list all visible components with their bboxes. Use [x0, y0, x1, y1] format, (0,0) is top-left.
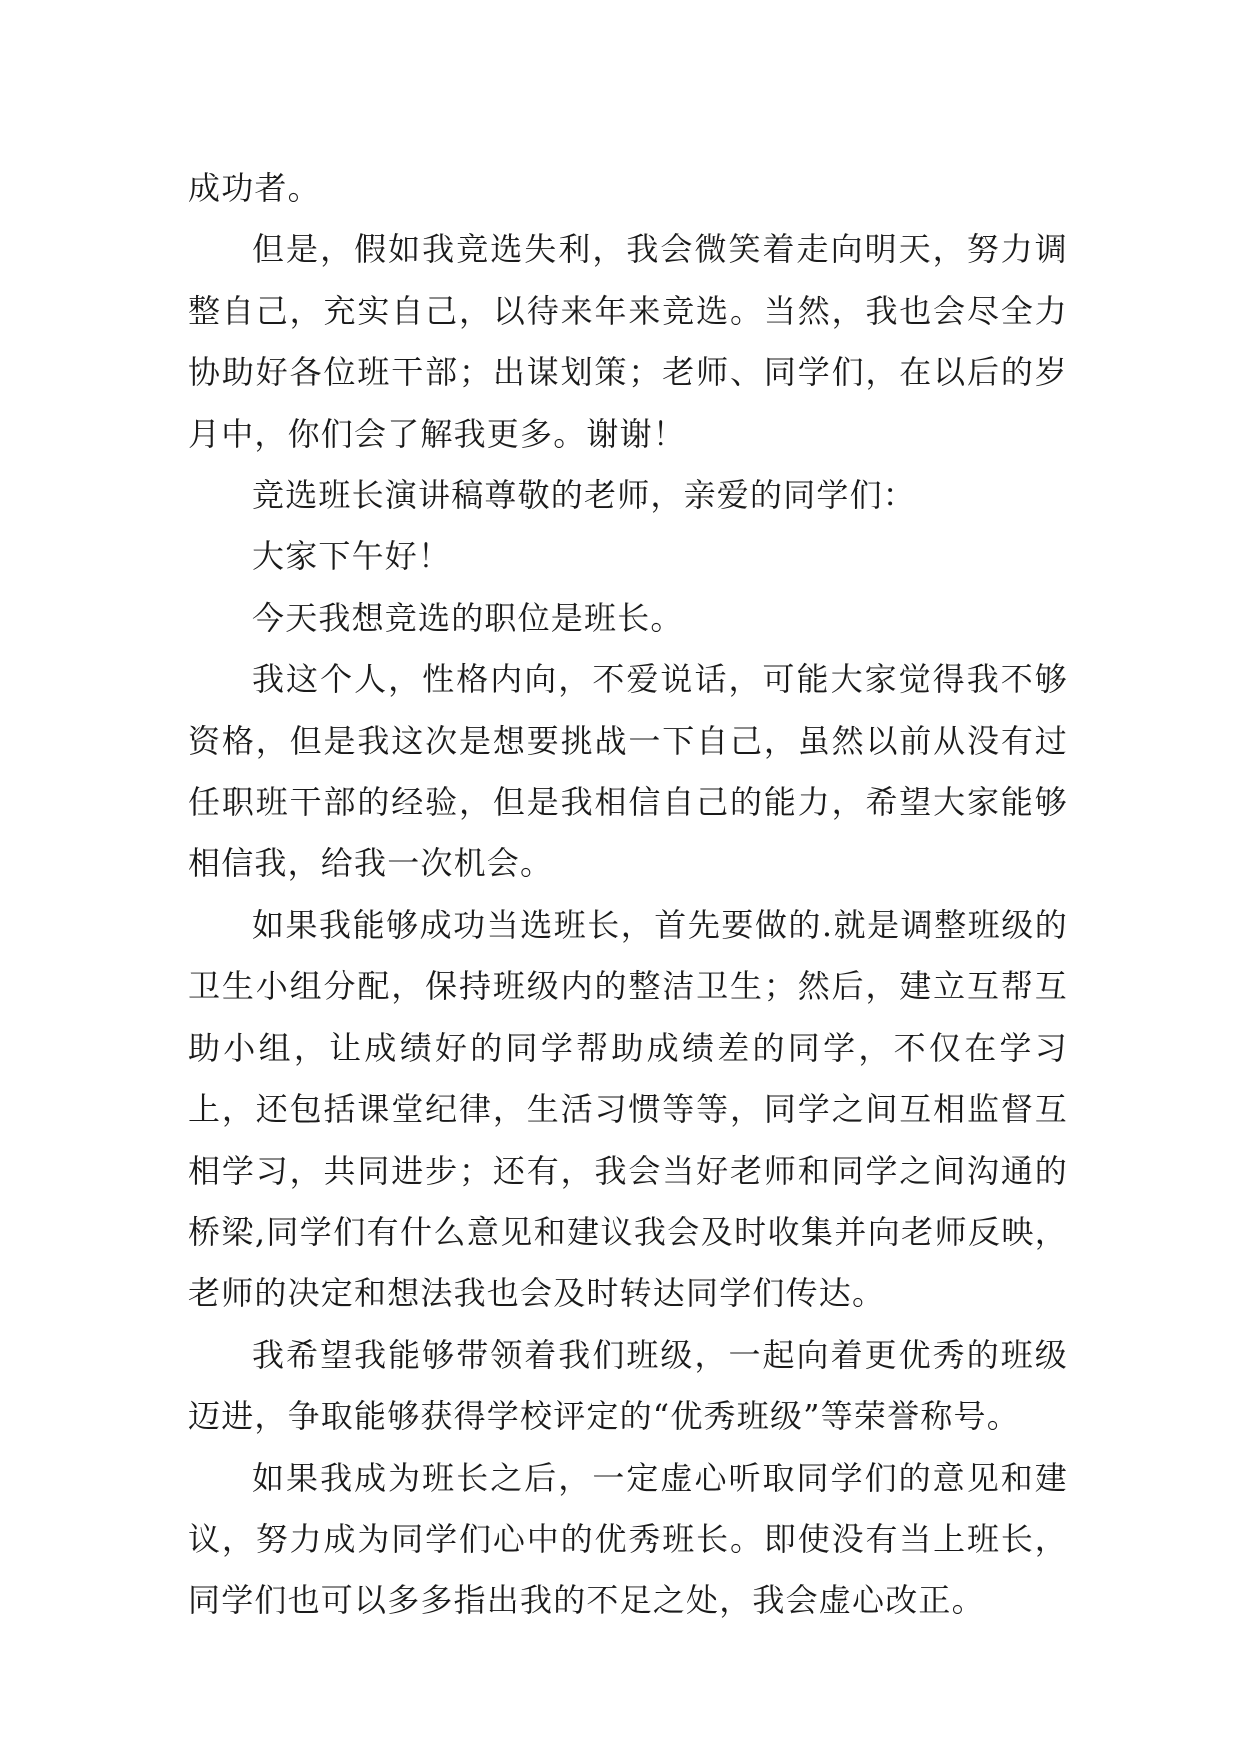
paragraph-8: 我希望我能够带领着我们班级，一起向着更优秀的班级迈进，争取能够获得学校评定的“优秀班级”等荣誉称号。	[188, 1335, 1068, 1436]
paragraph-2: 但是，假如我竞选失利，我会微笑着走向明天，努力调整自己，充实自己，以待来年来竞选。当然，我也会尽全力协助好各位班干部；出谋划策；老师、同学们，在以后的岁月中，你们会了解我更多。谢谢！	[188, 230, 1068, 453]
paragraph-6: 我这个人，性格内向，不爱说话，可能大家觉得我不够资格，但是我这次是想要挑战一下自己，虽然以前从没有过任职班干部的经验，但是我相信自己的能力，希望大家能够相信我，给我一次机会。	[188, 660, 1068, 883]
paragraph-3: 竞选班长演讲稿尊敬的老师，亲爱的同学们：	[252, 476, 917, 515]
paragraph-7: 如果我能够成功当选班长，首先要做的.就是调整班级的卫生小组分配，保持班级内的整洁卫生；然后，建立互帮互助小组，让成绩好的同学帮助成绩差的同学，不仅在学习上，还包括课堂纪律，生活习惯等等，同学之间互相监督互相学习，共同进步；还有，我会当好老师和同学之间沟通的桥梁,同学们有什么意见和建议我会及时收集并向老师反映，老师的决定和想法我也会及时转达同学们传达。	[188, 905, 1068, 1313]
paragraph-1: 成功者。	[188, 169, 321, 207]
paragraph-5: 今天我想竞选的职位是班长。	[252, 598, 684, 637]
paragraph-9: 如果我成为班长之后，一定虚心听取同学们的意见和建议，努力成为同学们心中的优秀班长。即使没有当上班长，同学们也可以多多指出我的不足之处，我会虚心改正。	[188, 1458, 1068, 1620]
paragraph-4: 大家下午好！	[252, 537, 452, 576]
document-body	[188, 158, 1068, 1632]
